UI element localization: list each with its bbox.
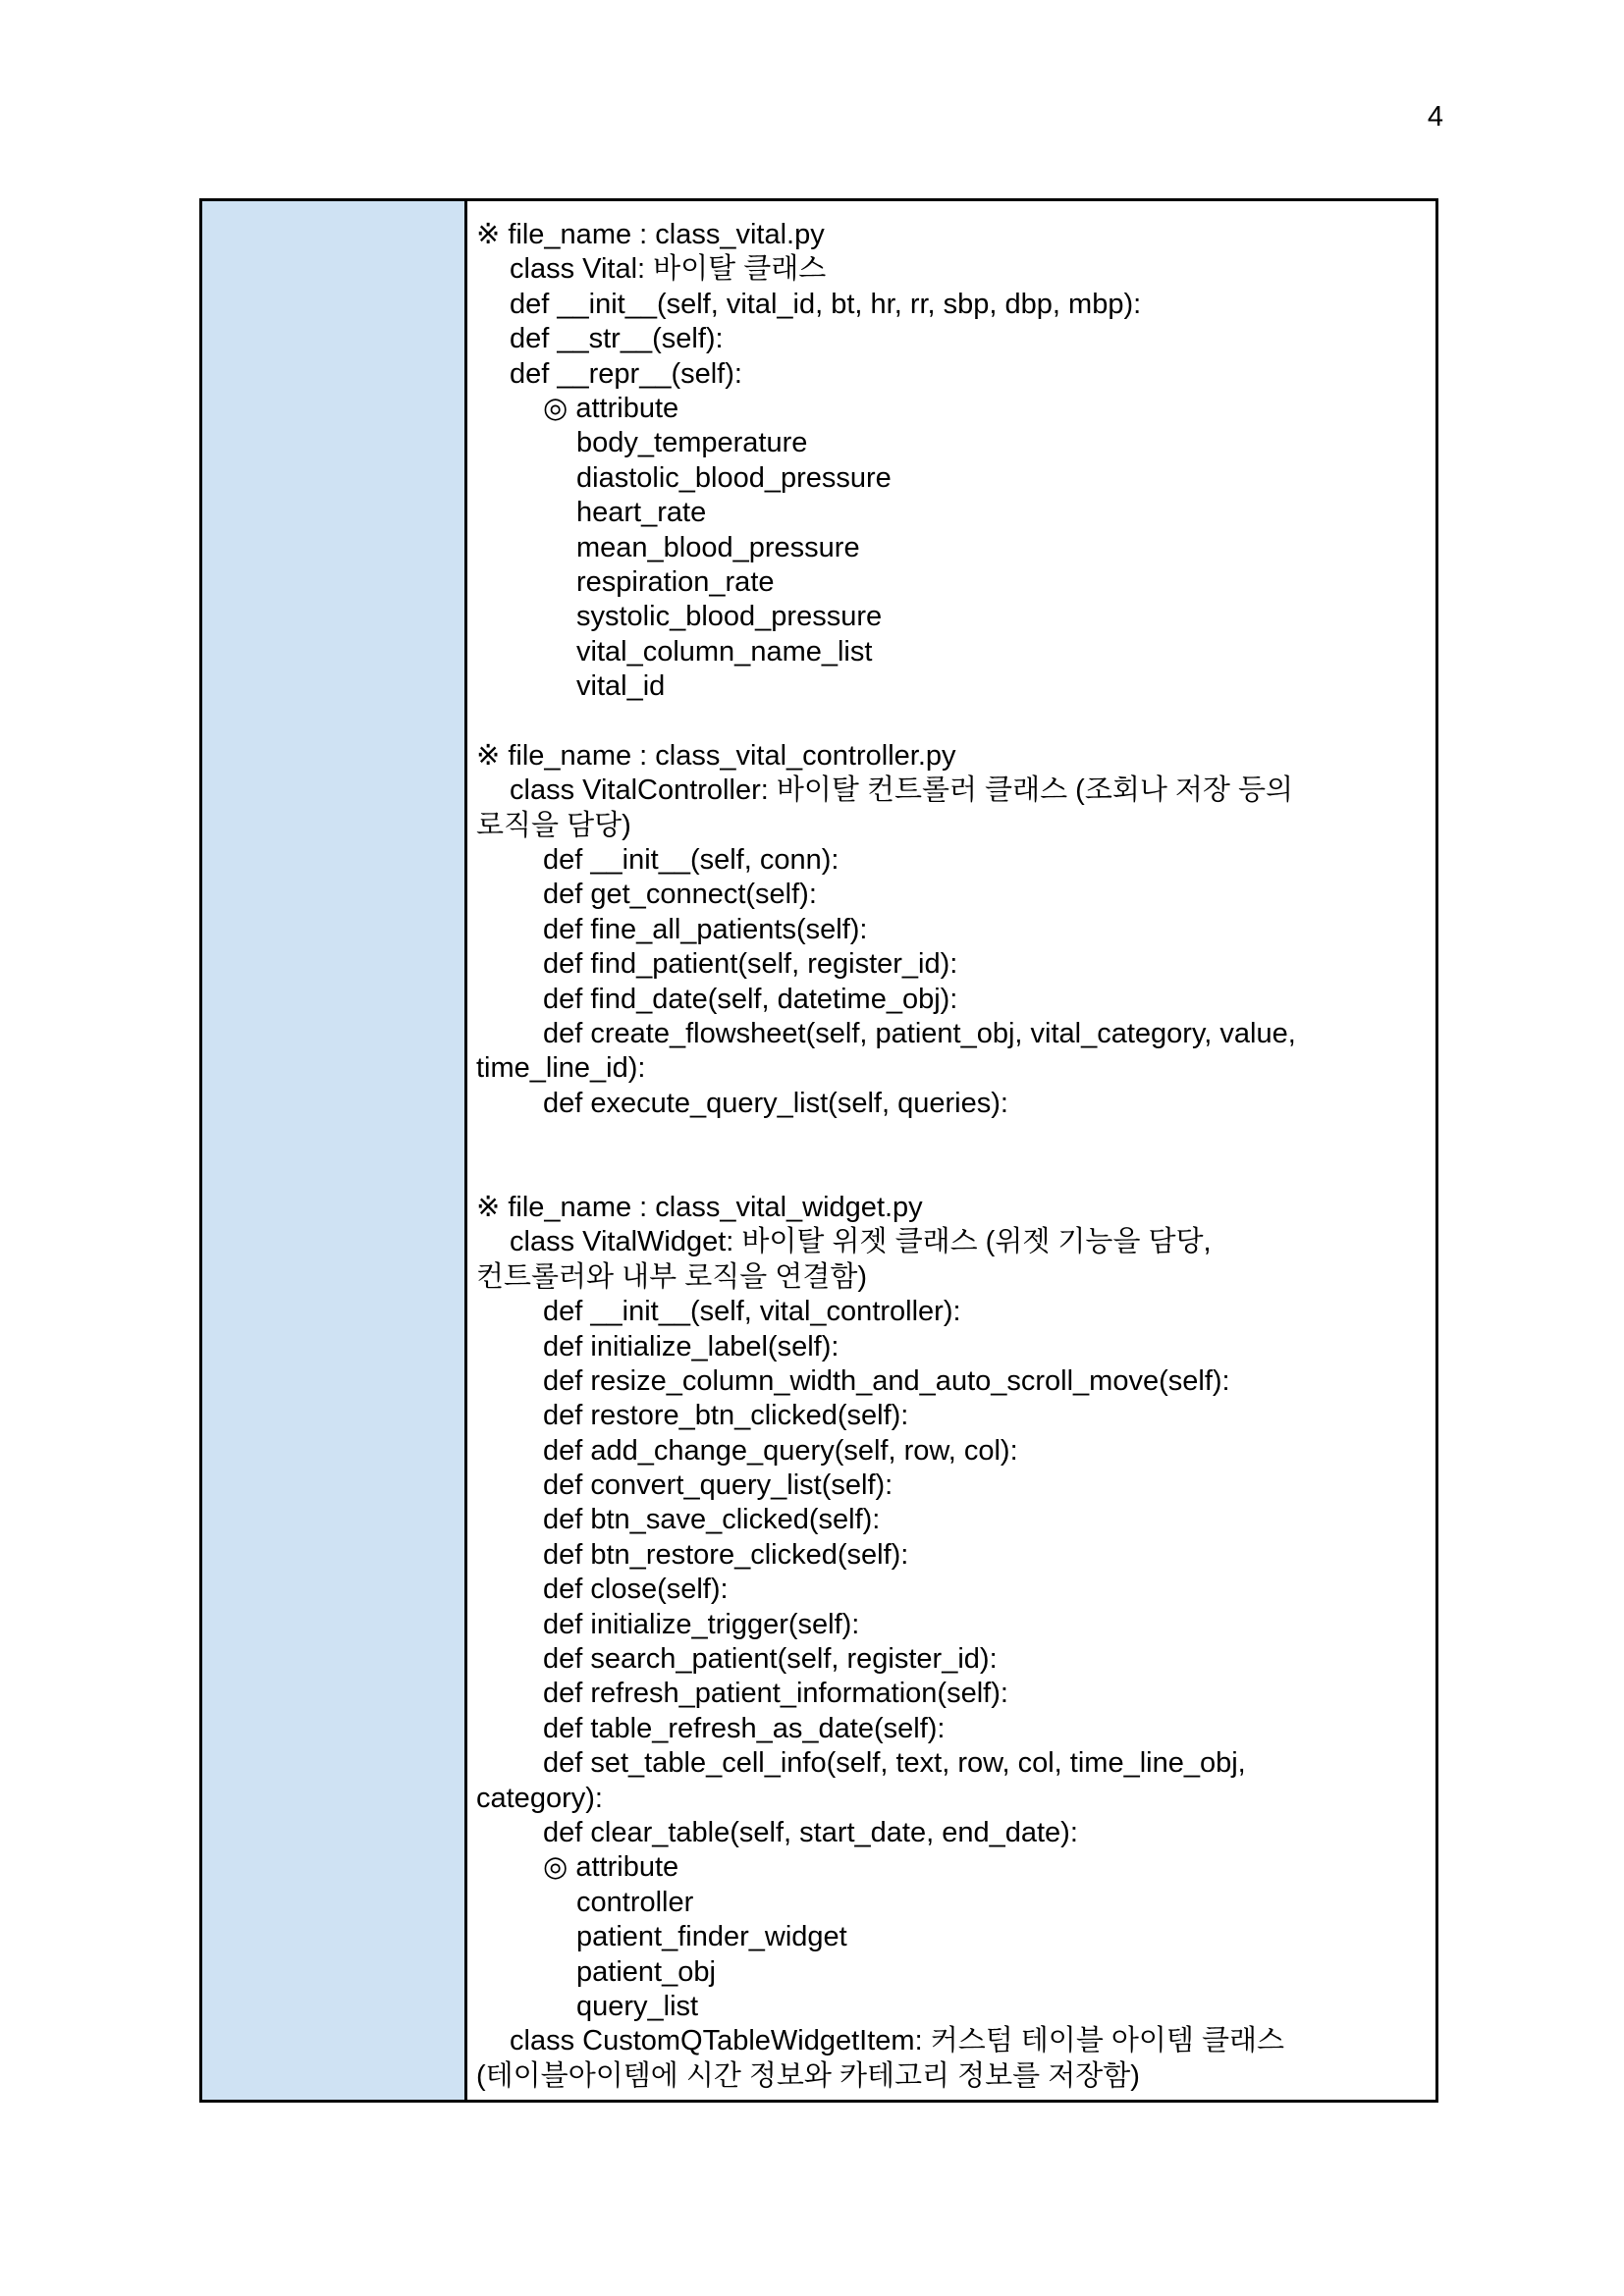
listing-line: category):	[476, 1782, 603, 1814]
listing-line: def set_table_cell_info(self, text, row, col, time_line_obj,	[543, 1747, 1246, 1780]
listing-line: query_list	[576, 1990, 699, 2022]
listing-line: def close(self):	[543, 1574, 729, 1606]
listing-line: respiration_rate	[576, 565, 775, 598]
blank-line	[476, 1121, 1419, 1155]
listing-line: body_temperature	[576, 427, 808, 459]
listing-line: def search_patient(self, register_id):	[543, 1643, 998, 1676]
listing-line: class VitalController: 바이탈 컨트롤러 클래스 (조회나 저장 등의	[510, 774, 1294, 807]
document-table	[199, 198, 1438, 2103]
blank-line	[476, 704, 1419, 738]
listing-line: def get_connect(self):	[543, 879, 817, 911]
listing-line: patient_obj	[576, 1955, 716, 1988]
listing-line: def initialize_trigger(self):	[543, 1608, 860, 1640]
listing-line: def add_change_query(self, row, col):	[543, 1434, 1018, 1467]
listing-line: 로직을 담당)	[476, 809, 631, 841]
listing-line: class Vital: 바이탈 클래스	[510, 253, 827, 286]
listing-line: ◎ attribute	[543, 1851, 679, 1884]
listing-line: vital_id	[576, 670, 666, 703]
listing-line: class CustomQTableWidgetItem: 커스텀 테이블 아이템 클래스	[510, 2025, 1285, 2057]
blank-line	[476, 1156, 1419, 1191]
listing-line: def __str__(self):	[510, 323, 724, 355]
listing-line: time_line_id):	[476, 1052, 646, 1085]
listing-line: def btn_restore_clicked(self):	[543, 1538, 909, 1571]
listing-line: diastolic_blood_pressure	[576, 461, 892, 494]
listing-line: def execute_query_list(self, queries):	[543, 1087, 1008, 1119]
listing-line: def restore_btn_clicked(self):	[543, 1400, 909, 1432]
listing-line: vital_column_name_list	[576, 635, 873, 667]
listing-line: ※ file_name : class_vital_widget.py	[476, 1191, 923, 1223]
table-right-cell	[467, 201, 1435, 2100]
listing-line: systolic_blood_pressure	[576, 601, 883, 633]
listing-line: def create_flowsheet(self, patient_obj, vital_category, value,	[543, 1017, 1296, 1049]
listing-line: def __repr__(self):	[510, 357, 742, 390]
listing-line: controller	[576, 1886, 694, 1918]
listing-line: def resize_column_width_and_auto_scroll_move(self):	[543, 1364, 1230, 1397]
listing-line: def initialize_label(self):	[543, 1330, 839, 1362]
listing-line: ※ file_name : class_vital_controller.py	[476, 739, 956, 772]
listing-line: def clear_table(self, start_date, end_date):	[543, 1816, 1078, 1848]
listing-line: def __init__(self, vital_controller):	[543, 1296, 961, 1328]
table-left-cell	[202, 201, 467, 2100]
listing-line: def convert_query_list(self):	[543, 1469, 893, 1502]
listing-line: ◎ attribute	[543, 392, 679, 424]
listing-line: def __init__(self, conn):	[543, 844, 839, 877]
listing-line: (테이블아이템에 시간 정보와 카테고리 정보를 저장함)	[476, 2059, 1140, 2092]
listing-line: 컨트롤러와 내부 로직을 연결함)	[476, 1260, 868, 1293]
listing-line: def table_refresh_as_date(self):	[543, 1712, 946, 1744]
page-number: 4	[1427, 101, 1443, 133]
listing-line: patient_finder_widget	[576, 1921, 847, 1953]
listing-line: heart_rate	[576, 497, 707, 529]
listing-line: def find_date(self, datetime_obj):	[543, 983, 958, 1015]
listing-line: def fine_all_patients(self):	[543, 913, 868, 945]
listing-line: def refresh_patient_information(self):	[543, 1678, 1008, 1710]
code-listing	[476, 218, 1419, 2094]
listing-line: def __init__(self, vital_id, bt, hr, rr, sbp, dbp, mbp):	[510, 288, 1142, 320]
listing-line: ※ file_name : class_vital.py	[476, 219, 825, 250]
listing-line: def find_patient(self, register_id):	[543, 948, 958, 981]
listing-line: mean_blood_pressure	[576, 531, 860, 563]
listing-line: class VitalWidget: 바이탈 위젯 클래스 (위젯 기능을 담당,	[510, 1226, 1212, 1258]
listing-line: def btn_save_clicked(self):	[543, 1504, 881, 1536]
